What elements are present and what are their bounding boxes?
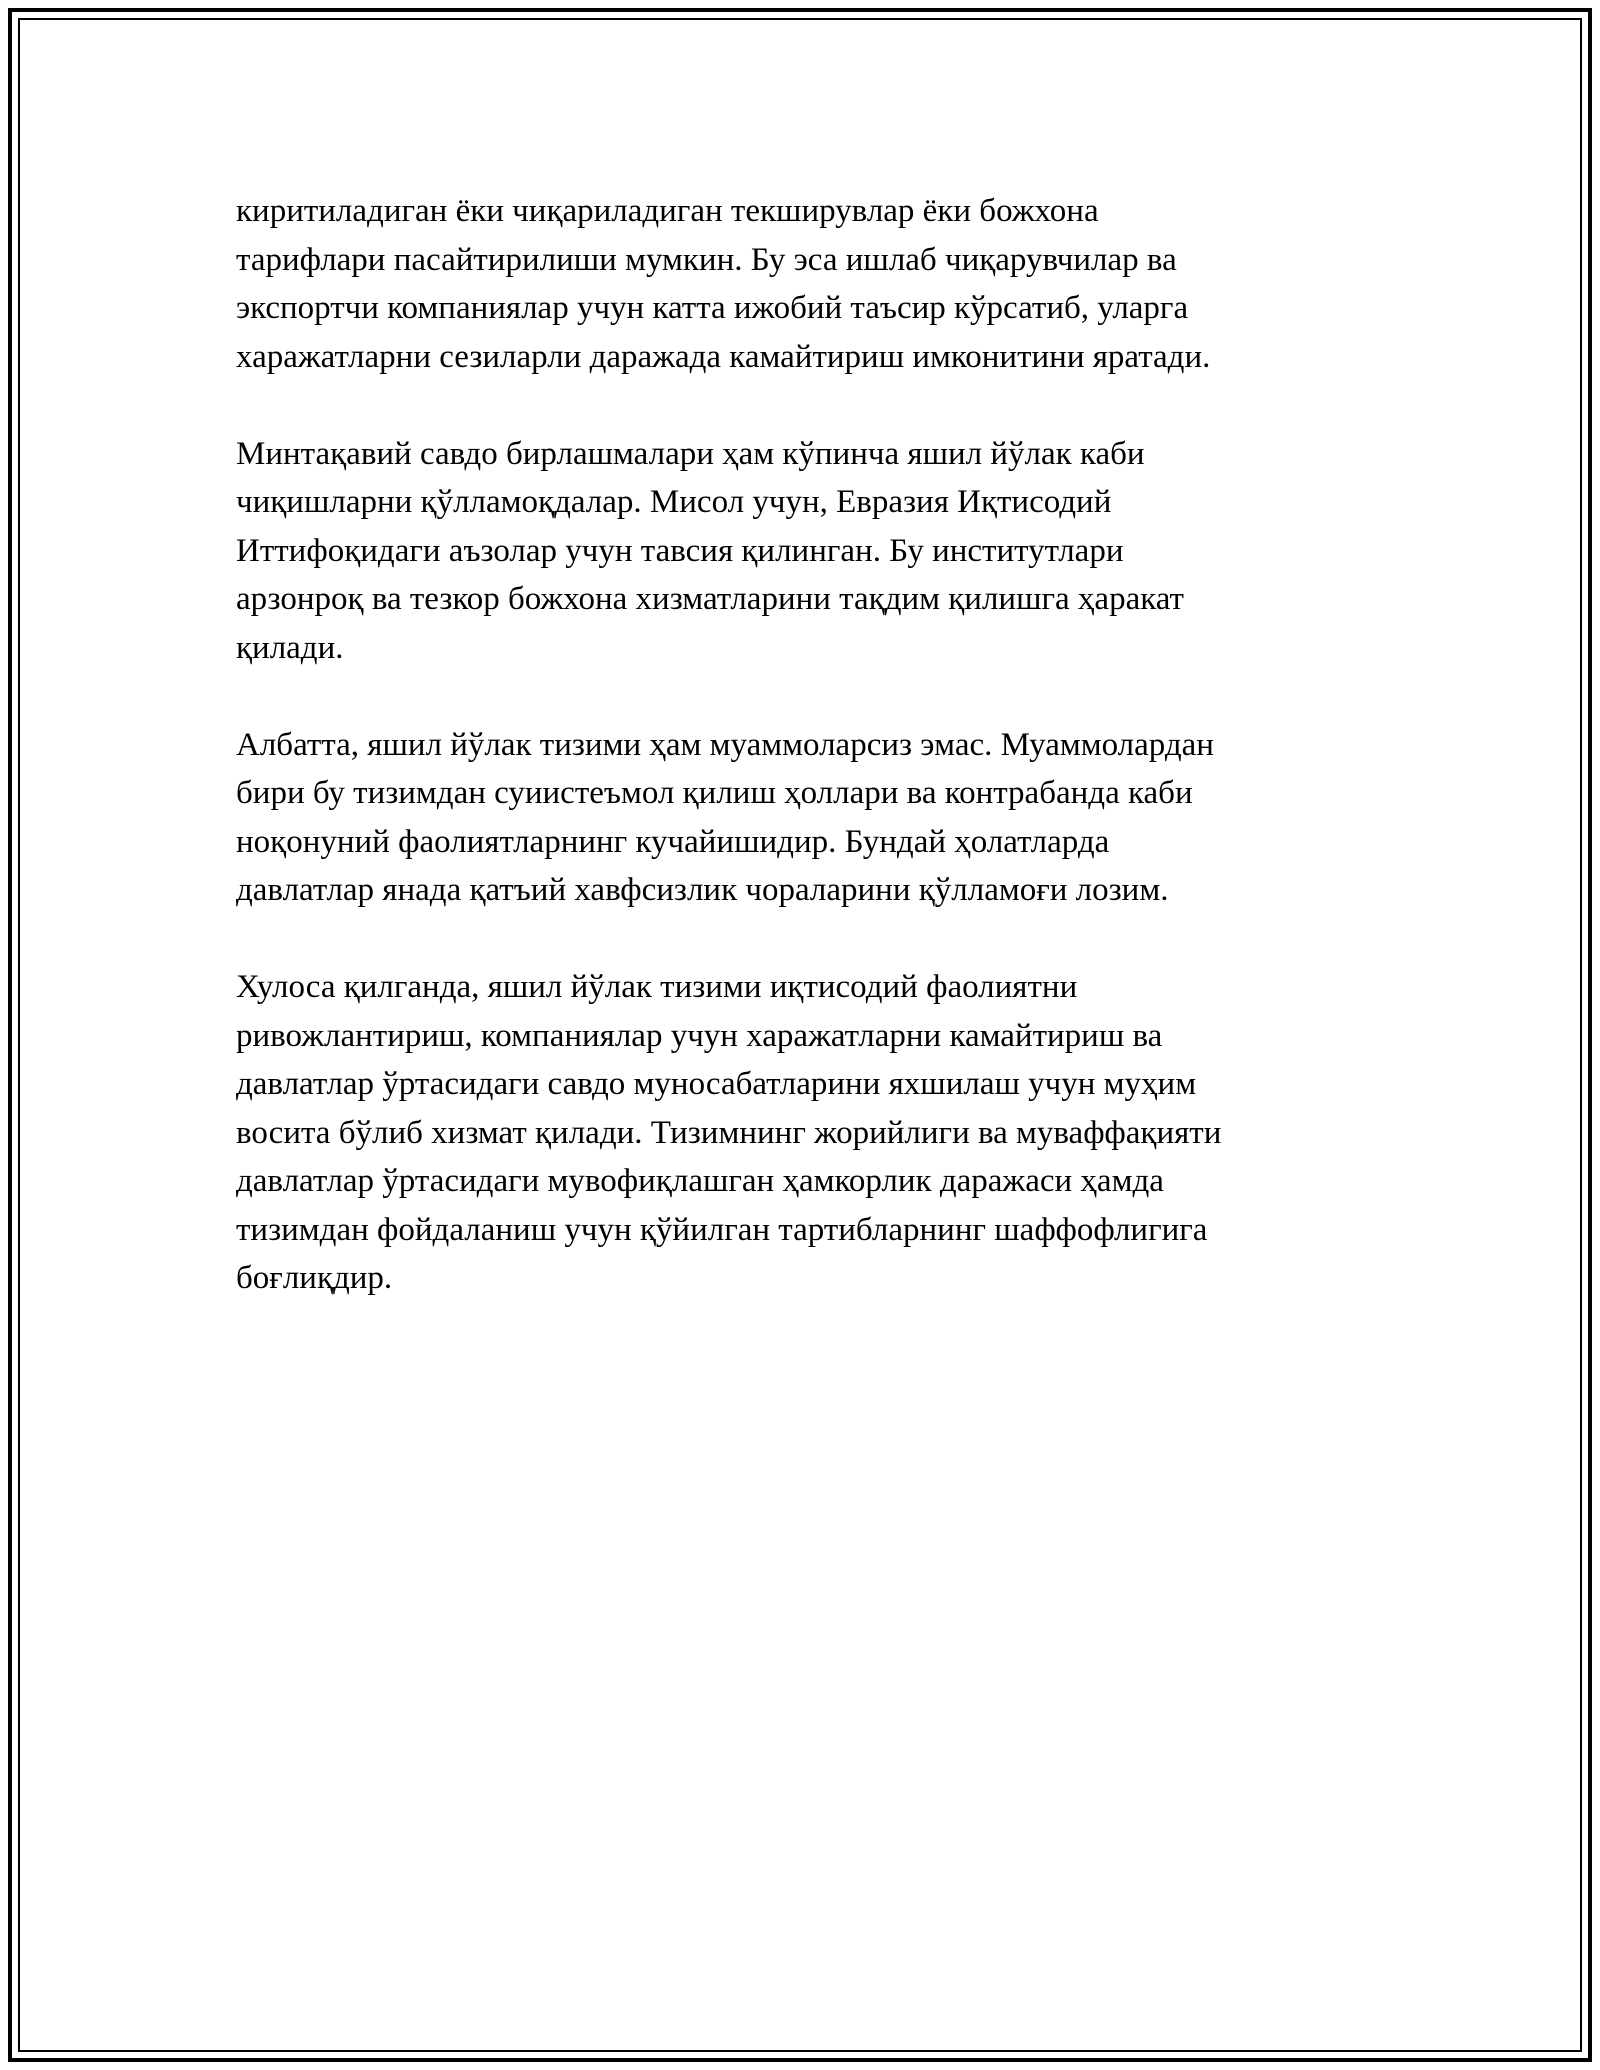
text-line: Албатта, яшил йўлак тизими ҳам муаммоларсиз эмас. Муаммолардан — [236, 726, 1214, 763]
text-line: давлатлар ўртасидаги мувофиқлашган ҳамкорлик даражаси ҳамда — [236, 1163, 1164, 1199]
text-line: давлатлар ўртасидаги савдо муносабатларини яхшилаш учун муҳим — [236, 1066, 1197, 1102]
text-line: тарифлари пасайтирилиши мумкин. Бу эса ишлаб чиқарувчилар ва — [236, 241, 1177, 278]
paragraph-2 — [236, 430, 1386, 673]
paragraph-3 — [236, 721, 1386, 915]
text-line: Хулоса қилганда, яшил йўлак тизими иқтисодий фаолиятни — [236, 969, 1078, 1005]
text-line: чиқишларни қўлламоқдалар. Мисол учун, Евразия Иқтисодий — [236, 484, 1112, 520]
document-body — [236, 187, 1386, 1351]
text-line: ривожлантириш, компаниялар учун харажатларни камайтириш ва — [236, 1017, 1163, 1054]
text-line: ноқонуний фаолиятларнинг кучайишидир. Бундай ҳолатларда — [236, 823, 1110, 860]
text-line: боғлиқдир. — [236, 1260, 393, 1296]
text-line: киритиладиган ёки чиқариладиган текширувлар ёки божхона — [236, 193, 1099, 229]
text-line: харажатларни сезиларли даражада камайтириш имконитини яратади. — [236, 338, 1211, 375]
text-line: қилади. — [236, 629, 344, 666]
text-line: Минтақавий савдо бирлашмалари ҳам кўпинча яшил йўлак каби — [236, 435, 1145, 472]
paragraph-4 — [236, 963, 1386, 1303]
text-line: восита бўлиб хизмат қилади. Тизимнинг жорийлиги ва муваффақияти — [236, 1114, 1222, 1151]
text-line: тизимдан фойдаланиш учун қўйилган тартибларнинг шаффофлигига — [236, 1211, 1208, 1248]
text-line: экспортчи компаниялар учун катта ижобий таъсир кўрсатиб, уларга — [236, 290, 1189, 326]
text-line: бири бу тизимдан суиистеъмол қилиш ҳоллари ва контрабанда каби — [236, 775, 1193, 811]
text-line: давлатлар янада қатъий хавфсизлик чораларини қўлламоғи лозим. — [236, 872, 1169, 908]
text-line: Иттифоқидаги аъзолар учун тавсия қилинган. Бу институтлари — [236, 532, 1124, 569]
text-line: арзонроқ ва тезкор божхона хизматларини тақдим қилишга ҳаракат — [236, 581, 1184, 617]
paragraph-1 — [236, 187, 1386, 381]
